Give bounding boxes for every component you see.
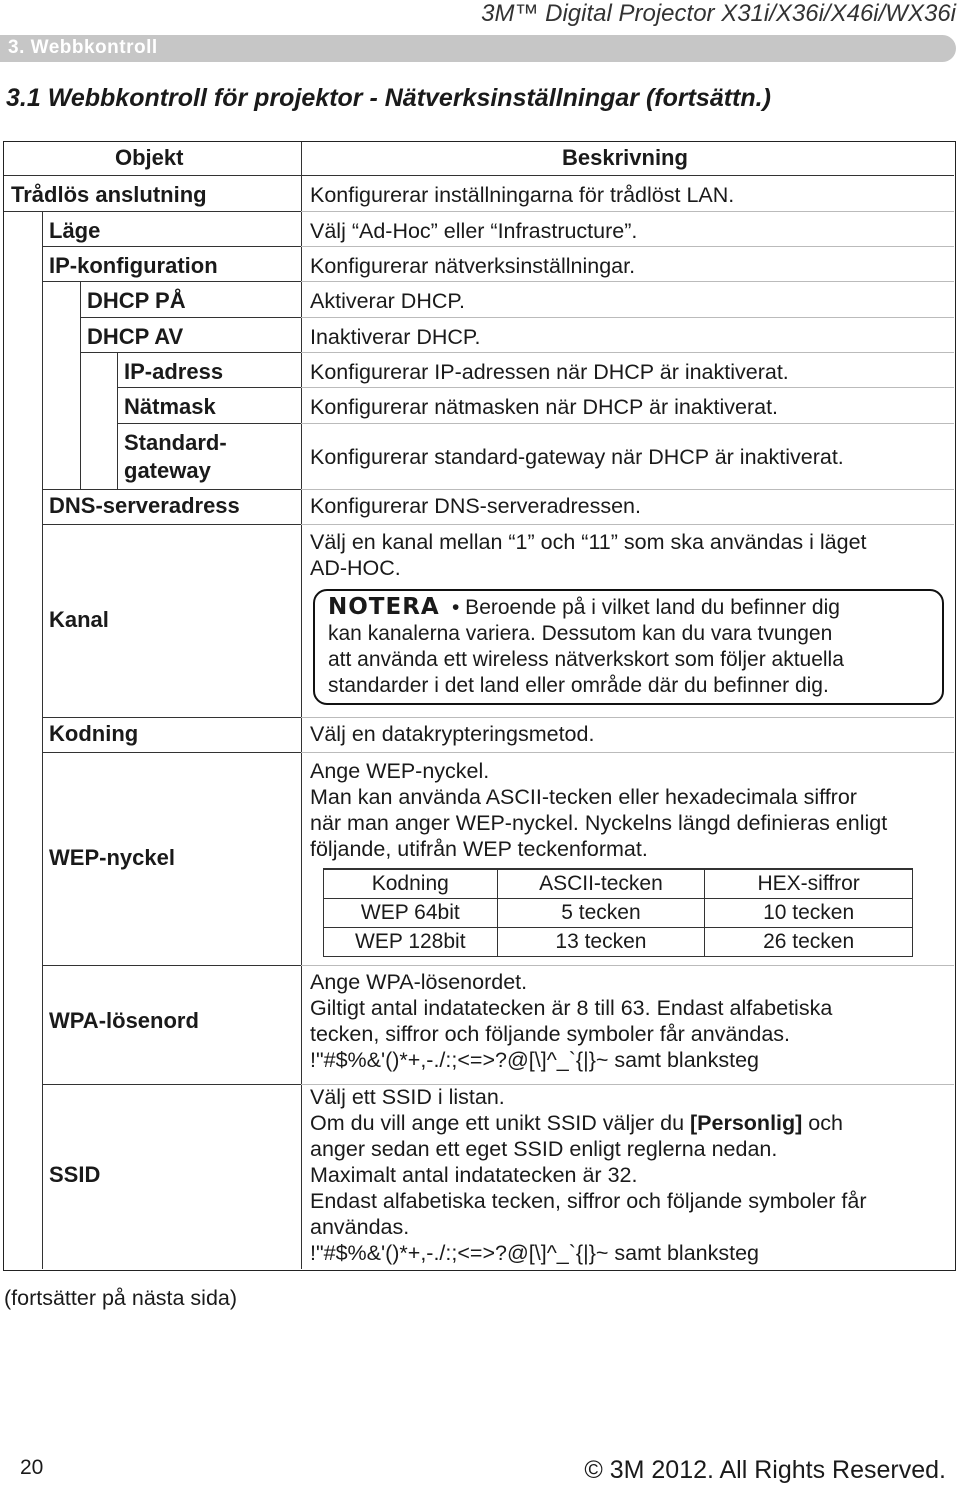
table-row: [324, 928, 913, 957]
desc-ssid-line3: anger sedan ett eget SSID enligt reglerna nedan.: [310, 1137, 778, 1161]
item-wpa-passphrase: WPA-lösenord: [49, 1008, 199, 1033]
wep-table-cell: 5 tecken: [497, 899, 705, 928]
desc-channel-line2: AD-HOC.: [310, 556, 401, 580]
desc-ssid-line2: [310, 1110, 843, 1136]
item-dhcp-on: DHCP PÅ: [87, 288, 186, 313]
page-number: 20: [20, 1456, 44, 1479]
item-dhcp-off: DHCP AV: [87, 324, 184, 349]
note-line-2: kan kanalerna variera. Dessutom kan du vara tvungen: [328, 622, 833, 645]
desc-dhcp-off: Inaktiverar DHCP.: [310, 325, 481, 349]
item-default-gateway: Standard-: [124, 430, 227, 455]
section-label: 3. Webbkontroll: [8, 37, 158, 58]
desc-wpa-line1: Ange WPA-lösenordet.: [310, 970, 528, 994]
item-ssid: SSID: [49, 1162, 101, 1187]
document-brand-title: 3M™ Digital Projector X31i/X36i/X46i/WX36i: [481, 0, 956, 27]
wep-table-header-hex: HEX-siffror: [705, 869, 913, 899]
desc-wep-line4: följande, utifrån WEP teckenformat.: [310, 837, 648, 861]
desc-ip-address: Konfigurerar IP-adressen när DHCP är inaktiverat.: [310, 360, 789, 384]
continued-note: (fortsätter på nästa sida): [4, 1286, 238, 1310]
note-line-4: standarder i det land eller område där du befinner dig.: [328, 674, 829, 697]
desc-ssid-line1: Välj ett SSID i listan.: [310, 1085, 505, 1109]
item-netmask: Nätmask: [124, 394, 216, 419]
desc-ssid-line6: användas.: [310, 1215, 410, 1239]
item-dns-server-address: DNS-serveradress: [49, 493, 240, 518]
note-line-1: • Beroende på i vilket land du befinner dig: [452, 596, 840, 619]
desc-ssid-line2-post: och: [802, 1111, 843, 1135]
desc-default-gateway: Konfigurerar standard-gateway när DHCP är inaktiverat.: [310, 445, 844, 469]
item-wep-key: WEP-nyckel: [49, 845, 175, 870]
item-encryption: Kodning: [49, 721, 139, 746]
wep-table-cell: 26 tecken: [705, 928, 913, 957]
desc-encryption: Välj en datakrypteringsmetod.: [310, 722, 595, 746]
wep-table-cell: WEP 64bit: [324, 899, 498, 928]
desc-wpa-line3: tecken, siffror och följande symboler får användas.: [310, 1022, 791, 1046]
personal-option-label: [Personlig]: [690, 1111, 803, 1135]
wep-table-header-ascii: ASCII-tecken: [497, 869, 705, 899]
item-ip-configuration: IP-konfiguration: [49, 253, 218, 278]
desc-dns-server-address: Konfigurerar DNS-serveradressen.: [310, 494, 641, 518]
note-title: NOTERA: [328, 594, 440, 620]
desc-wep-line1: Ange WEP-nyckel.: [310, 759, 490, 783]
wep-table-cell: WEP 128bit: [324, 928, 498, 957]
desc-ip-configuration: Konfigurerar nätverksinställningar.: [310, 254, 636, 278]
desc-wep-line2: Man kan använda ASCII-tecken eller hexadecimala siffror: [310, 785, 857, 809]
item-wireless-connection: Trådlös anslutning: [11, 182, 207, 207]
table-row: [324, 869, 913, 899]
desc-wpa-line4: !"#$%&'()*+,-./:;<=>?@[\]^_`{|}~ samt blanksteg: [310, 1048, 760, 1072]
table-row: [324, 899, 913, 928]
wep-key-length-table: [323, 868, 913, 957]
desc-wpa-line2: Giltigt antal indatatecken är 8 till 63. Endast alfabetiska: [310, 996, 833, 1020]
desc-dhcp-on: Aktiverar DHCP.: [310, 289, 465, 313]
item-channel: Kanal: [49, 607, 109, 632]
desc-ssid-line2-pre: Om du vill ange ett unikt SSID väljer du: [310, 1111, 691, 1135]
item-mode: Läge: [49, 218, 101, 243]
item-default-gateway-line2: gateway: [124, 458, 211, 483]
column-header-description: Beskrivning: [562, 145, 688, 170]
page-title: 3.1 Webbkontroll för projektor - Nätverksinställningar (fortsättn.): [6, 84, 771, 112]
desc-ssid-line4: Maximalt antal indatatecken är 32.: [310, 1163, 638, 1187]
desc-netmask: Konfigurerar nätmasken när DHCP är inaktiverat.: [310, 395, 779, 419]
item-ip-address: IP-adress: [124, 359, 224, 384]
wep-table-cell: 13 tecken: [497, 928, 705, 957]
desc-wireless-connection: Konfigurerar inställningarna för trådlöst LAN.: [310, 183, 735, 207]
wep-table-cell: 10 tecken: [705, 899, 913, 928]
desc-channel-line1: Välj en kanal mellan “1” och “11” som ska användas i läget: [310, 530, 867, 554]
desc-ssid-line5: Endast alfabetiska tecken, siffror och följande symboler får: [310, 1189, 867, 1213]
desc-wep-line3: när man anger WEP-nyckel. Nyckelns längd definieras enligt: [310, 811, 888, 835]
column-header-item: Objekt: [115, 145, 184, 170]
desc-ssid-line7: !"#$%&'()*+,-./:;<=>?@[\]^_`{|}~ samt blanksteg: [310, 1241, 760, 1265]
note-line-3: att använda ett wireless nätverkskort som följer aktuella: [328, 648, 844, 671]
desc-mode: Välj “Ad-Hoc” eller “Infrastructure”.: [310, 219, 638, 243]
copyright: © 3M 2012. All Rights Reserved.: [584, 1456, 946, 1484]
wep-table-header-encoding: Kodning: [324, 869, 498, 899]
